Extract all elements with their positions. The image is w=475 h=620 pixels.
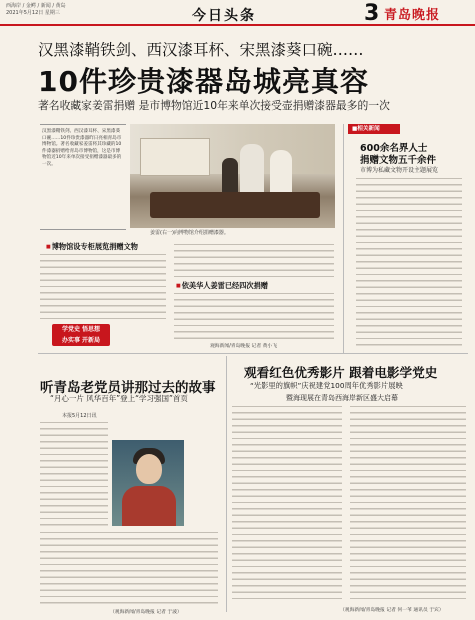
masthead-tags (6, 3, 156, 17)
photo-display-case (140, 138, 210, 176)
portrait-face (136, 454, 162, 484)
sidebar-headline-1: 600余名界人士 (360, 143, 428, 154)
column-name: 今日头条 (192, 8, 256, 24)
lower-left-dateline: 本报5月12日讯 (62, 413, 97, 419)
newspaper-brand: 青岛晚报 (384, 8, 441, 23)
lower-right-subhead: “光影里的旗帜”庆祝建党100周年优秀影片展映 (250, 381, 403, 390)
lower-column-divider (226, 356, 227, 612)
lower-right-subhead-2: 暨海现展在青岛西海岸新区盛大启幕 (286, 394, 398, 402)
lower-right-body-2 (350, 404, 466, 604)
lead-text-lines-3 (174, 291, 334, 341)
masthead-strip (0, 0, 475, 26)
logo-line-1: 学党史 悟思想 (61, 326, 101, 333)
sidebar-text-lines (356, 176, 462, 348)
lead-headline: 10件珍贵漆器岛城亮真容 (38, 65, 369, 98)
logo-line-2: 办实事 开新局 (61, 337, 101, 344)
related-news-tag: ■相关新闻 (348, 124, 400, 134)
lower-left-body-2 (40, 530, 218, 608)
lower-right-byline: （观海新闻/青岛晚报 记者 何一苇 通讯员 于宾） (340, 608, 444, 613)
party-history-logo (52, 324, 110, 346)
photo-caption: 姜雷(右一)向博物馆介绍捐赠漆器。 (150, 230, 229, 236)
lower-left-subhead: “月心一片 风华百年”登上“学习强国”首页 (50, 394, 188, 403)
photo-lacquer-table (150, 192, 320, 218)
masthead-date: 2021年5月12日 星期三 (6, 10, 60, 16)
lower-left-text-lines-2 (40, 530, 218, 608)
lower-right-body-1 (232, 404, 342, 604)
sidebar-body-text (356, 176, 462, 348)
column-divider (343, 124, 344, 354)
lead-body-col-1 (40, 252, 166, 320)
sidebar-headline-2: 捐赠文物五千余件 (360, 155, 437, 166)
lead-intro-box: 汉黑漆鞘铁剑、西汉漆耳杯、宋黑漆葵口碗……10件珍贵漆器昨日亮相青岛市博物馆。著名收藏家姜雷将其珍藏的10件漆器捐赠给青岛市博物馆，这是市博物馆近10年来单次接受捐赠漆器最多的一次。 (40, 124, 126, 230)
lead-body-col-3 (174, 291, 334, 341)
masthead-section-tags: 西海岸 / 金鳄 / 新闻 / 黄岛 (6, 3, 66, 9)
section-divider (38, 353, 468, 354)
lead-subhead: 著名收藏家姜雷捐赠 是市博物馆近10年来单次接受壶捐赠漆器最多的一次 (38, 99, 390, 112)
section-title-2: ■ 依美华人姜雷已经四次捐赠 (176, 281, 268, 291)
lower-right-text-lines-2 (350, 404, 466, 604)
lower-right-text-lines-1 (232, 404, 342, 604)
lead-photo (130, 124, 335, 228)
lead-byline: 观海新闻/青岛晚报 记者 黄小飞 (210, 344, 278, 349)
lower-left-headline: 听青岛老党员讲那过去的故事 (40, 380, 216, 396)
lead-kicker: 汉黑漆鞘铁剑、西汉漆耳杯、宋黑漆葵口碗…… (38, 41, 364, 59)
sidebar-subhead: 市博为私藏文物开设主题展览 (360, 167, 439, 174)
portrait-body (122, 486, 176, 526)
lower-left-byline: （观海新闻/青岛晚报 记者 于波） (110, 610, 182, 615)
lead-text-lines-2 (174, 242, 334, 278)
lead-body-col-2 (174, 242, 334, 278)
section-title-1: ■ 博物馆设专柜展览捐赠文物 (46, 242, 138, 252)
lower-left-text-lines-1 (40, 420, 108, 530)
lower-left-body-1 (40, 420, 108, 530)
lower-right-headline: 观看红色优秀影片 跟着电影学党史 (244, 365, 438, 380)
veteran-portrait (112, 440, 184, 526)
lead-text-lines-1 (40, 252, 166, 320)
page-number: 3 (364, 1, 380, 26)
